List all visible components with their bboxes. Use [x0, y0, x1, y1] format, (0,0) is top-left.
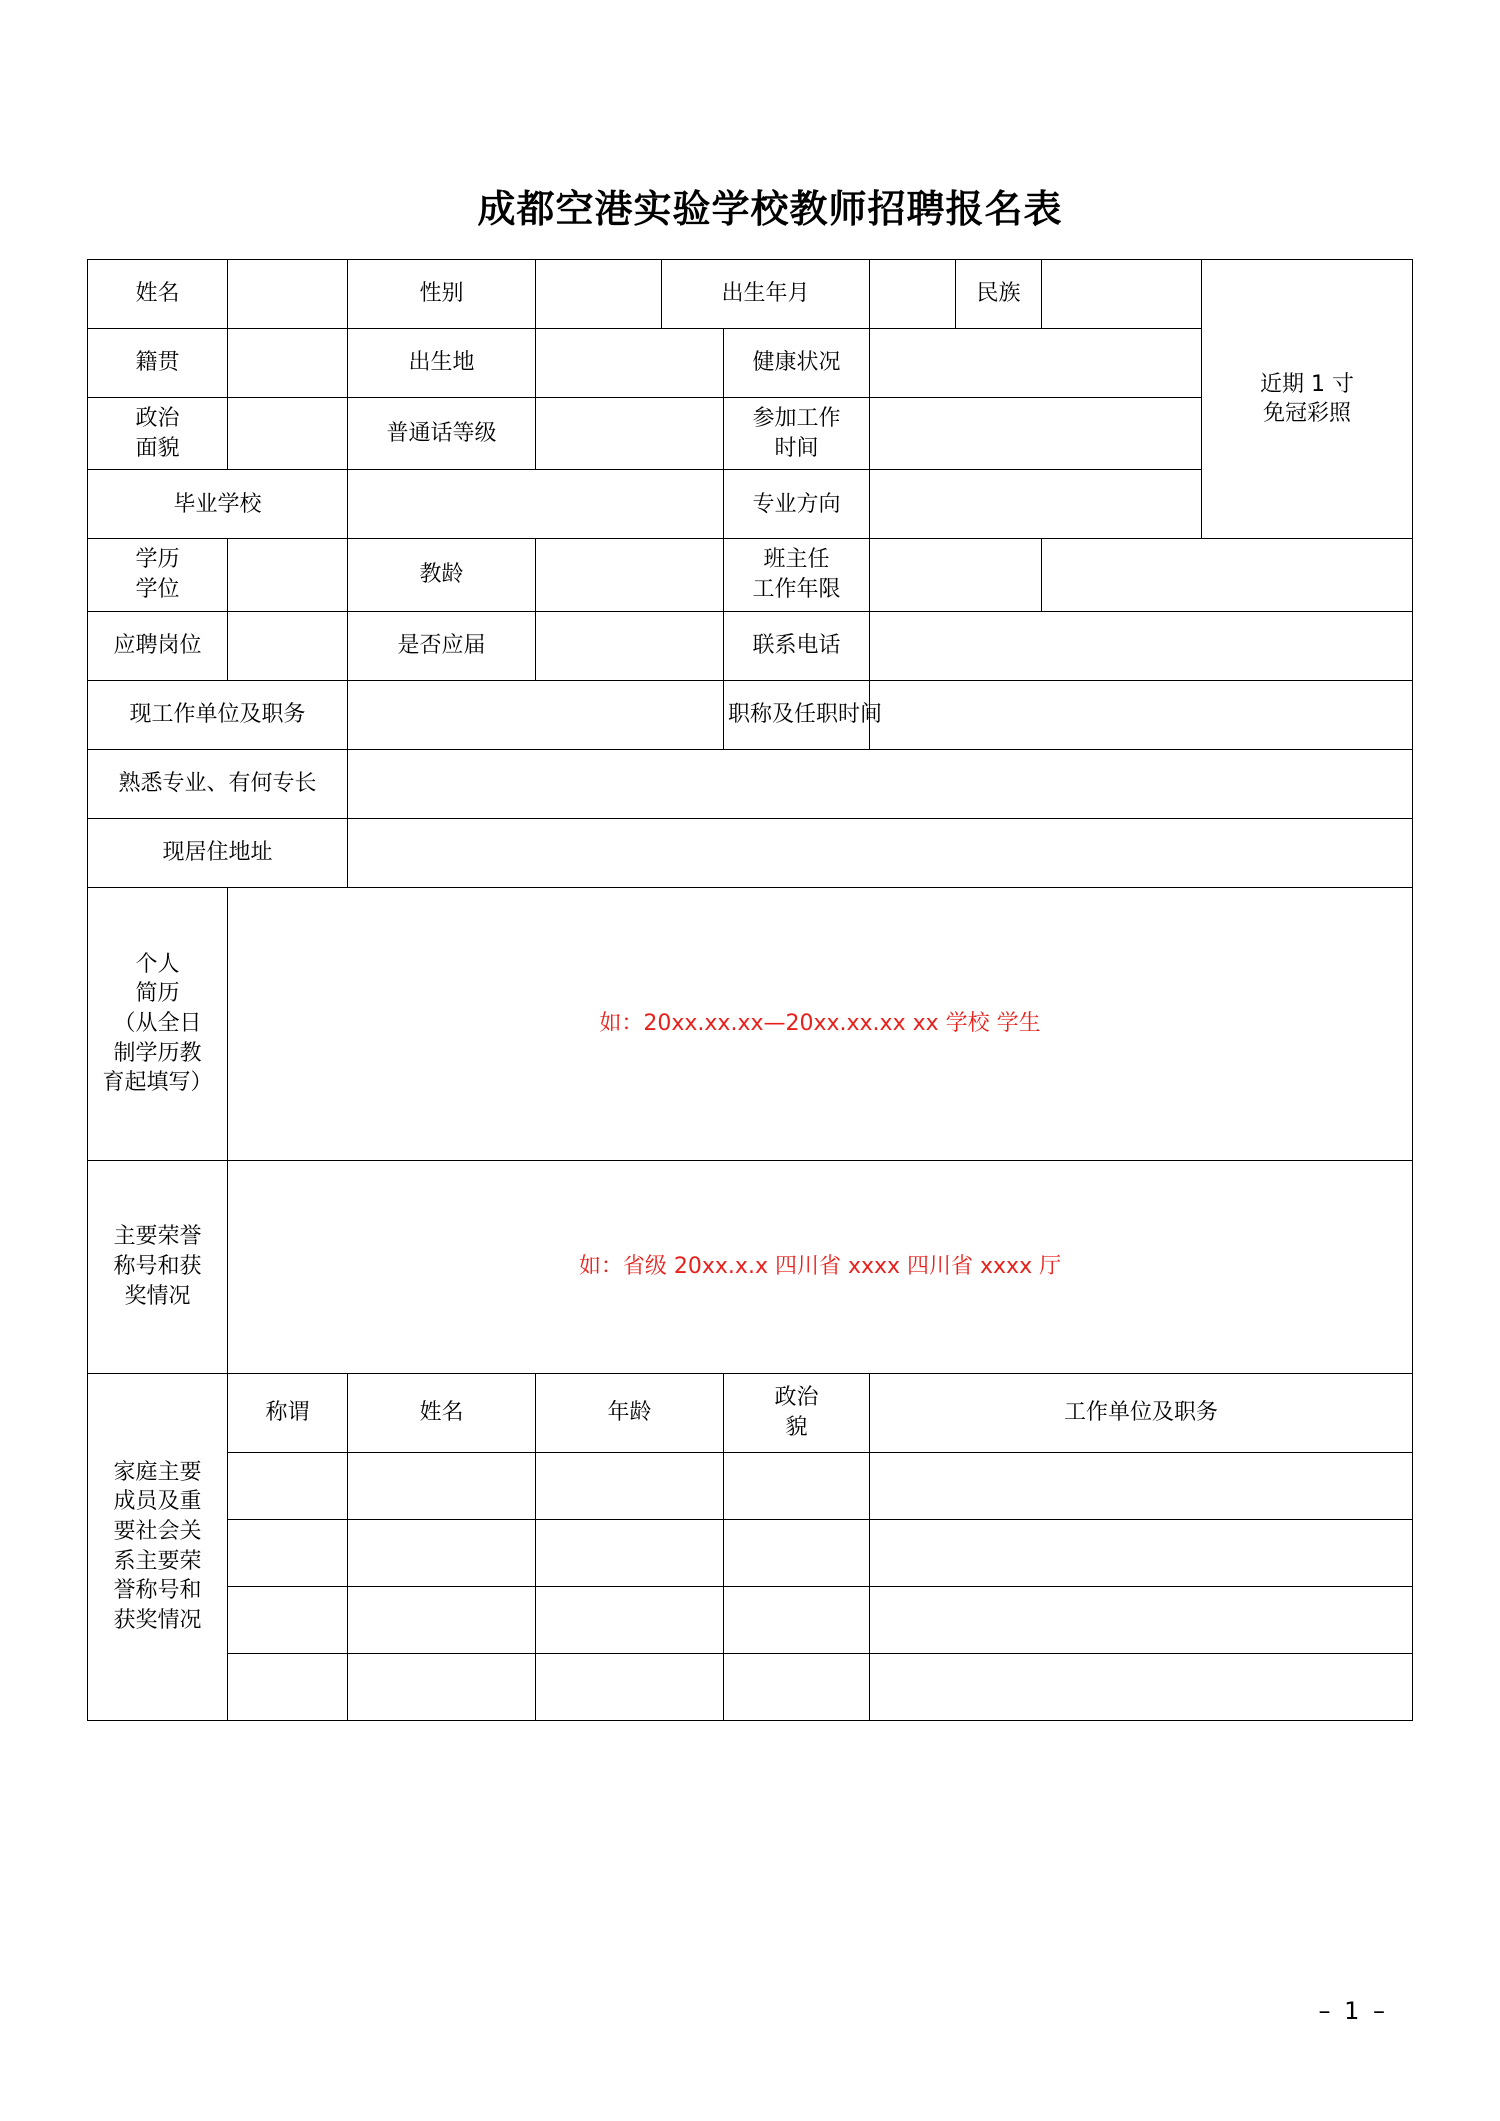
field-label-family [87, 1373, 227, 1720]
family-cell-name[interactable] [347, 1653, 535, 1720]
photo-line-2: 免冠彩照 [1263, 401, 1352, 427]
family-cell-age[interactable] [536, 1653, 724, 1720]
honors-label-line-1: 主要荣誉 [113, 1224, 202, 1250]
field-label-native-place: 籍贯 [87, 329, 227, 398]
table-row [87, 818, 1412, 887]
field-value-title-and-date[interactable] [870, 680, 1413, 749]
table-row [87, 749, 1412, 818]
headteacher-line-1: 班主任 [763, 547, 830, 573]
work-start-line-1: 参加工作 [752, 406, 841, 431]
family-label-line-4: 系主要荣 [113, 1548, 202, 1574]
headteacher-line-2: 工作年限 [752, 577, 841, 603]
field-label-contact-phone: 联系电话 [724, 611, 870, 680]
family-cell-age[interactable] [536, 1452, 724, 1519]
honors-label-line-2: 称号和获 [113, 1253, 202, 1279]
field-label-mandarin-level: 普通话等级 [347, 398, 535, 470]
family-cell-age[interactable] [536, 1586, 724, 1653]
family-cell-relation[interactable] [227, 1653, 347, 1720]
field-label-birth-place: 出生地 [347, 329, 535, 398]
photo-placeholder[interactable] [1202, 260, 1413, 539]
field-value-contact-phone[interactable] [870, 611, 1413, 680]
field-label-graduate-school: 毕业学校 [87, 470, 347, 539]
field-label-current-address: 现居住地址 [87, 818, 347, 887]
table-row [87, 680, 1412, 749]
field-value-headteacher-years[interactable] [870, 539, 1042, 611]
family-cell-work-unit[interactable] [870, 1519, 1413, 1586]
field-label-resume [87, 887, 227, 1160]
field-value-is-fresh-graduate[interactable] [536, 611, 724, 680]
table-row-family-1 [87, 1452, 1412, 1519]
family-cell-political[interactable] [724, 1452, 870, 1519]
resume-label-line-3: （从全日 [113, 1010, 202, 1036]
field-value-name[interactable] [227, 260, 347, 329]
family-cell-political[interactable] [724, 1519, 870, 1586]
field-value-education[interactable] [227, 539, 347, 611]
table-row-family-2 [87, 1519, 1412, 1586]
family-political-line-2: 貌 [785, 1414, 808, 1440]
table-row-resume [87, 887, 1412, 1160]
family-label-line-1: 家庭主要 [113, 1459, 202, 1485]
field-label-name: 姓名 [87, 260, 227, 329]
field-label-political-status [87, 398, 227, 470]
field-label-major-direction: 专业方向 [724, 470, 870, 539]
field-label-honors [87, 1160, 227, 1373]
resume-label-line-1: 个人 [135, 951, 180, 977]
field-value-resume[interactable]: 如：20xx.xx.xx—20xx.xx.xx xx 学校 学生 [227, 887, 1412, 1160]
page-title: 成都空港实验学校教师招聘报名表 [477, 187, 1063, 231]
family-label-line-2: 成员及重 [113, 1489, 202, 1515]
family-column-header-work-unit: 工作单位及职务 [870, 1373, 1413, 1452]
family-label-line-5: 誉称号和 [113, 1578, 202, 1604]
field-label-ethnicity: 民族 [956, 260, 1042, 329]
table-row [87, 611, 1412, 680]
family-cell-work-unit[interactable] [870, 1653, 1413, 1720]
field-value-gender[interactable] [536, 260, 662, 329]
field-value-current-address[interactable] [347, 818, 1412, 887]
field-label-gender: 性别 [347, 260, 535, 329]
field-value-political-status[interactable] [227, 398, 347, 470]
field-label-work-start [724, 398, 870, 470]
family-column-header-age: 年龄 [536, 1373, 724, 1452]
field-label-teaching-years: 教龄 [347, 539, 535, 611]
field-label-health: 健康状况 [724, 329, 870, 398]
resume-label-line-5: 育起填写） [102, 1070, 213, 1096]
field-label-education [87, 539, 227, 611]
field-value-teaching-years[interactable] [536, 539, 724, 611]
field-value-health[interactable] [870, 329, 1202, 398]
family-column-header-relation: 称谓 [227, 1373, 347, 1452]
field-label-headteacher-years [724, 539, 870, 611]
table-row-family-3 [87, 1586, 1412, 1653]
political-status-line-1: 政治 [135, 406, 180, 431]
field-value-birth-place[interactable] [536, 329, 724, 398]
family-cell-political[interactable] [724, 1586, 870, 1653]
family-column-header-name: 姓名 [347, 1373, 535, 1452]
education-line-1: 学历 [135, 547, 180, 573]
field-label-current-work-unit: 现工作单位及职务 [87, 680, 347, 749]
family-cell-age[interactable] [536, 1519, 724, 1586]
table-row [87, 260, 1412, 329]
family-cell-relation[interactable] [227, 1586, 347, 1653]
family-label-line-3: 要社会关 [113, 1519, 202, 1545]
family-cell-relation[interactable] [227, 1452, 347, 1519]
family-cell-name[interactable] [347, 1519, 535, 1586]
table-row [87, 539, 1412, 611]
field-value-headteacher-extra[interactable] [1042, 539, 1413, 611]
family-cell-relation[interactable] [227, 1519, 347, 1586]
field-value-specialty[interactable] [347, 749, 1412, 818]
page-number: – 1 – [1318, 1997, 1388, 2025]
political-status-line-2: 面貌 [135, 435, 180, 461]
field-value-mandarin-level[interactable] [536, 398, 724, 470]
field-label-is-fresh-graduate: 是否应届 [347, 611, 535, 680]
application-form-table [87, 259, 1413, 1721]
family-cell-name[interactable] [347, 1452, 535, 1519]
field-value-applied-post[interactable] [227, 611, 347, 680]
resume-label-line-4: 制学历教 [113, 1040, 202, 1066]
field-value-ethnicity[interactable] [1042, 260, 1202, 329]
field-value-native-place[interactable] [227, 329, 347, 398]
education-line-2: 学位 [135, 577, 180, 603]
field-value-graduate-school[interactable] [347, 470, 723, 539]
field-value-honors[interactable]: 如：省级 20xx.x.x 四川省 xxxx 四川省 xxxx 厅 [227, 1160, 1412, 1373]
resume-label-line-2: 简历 [135, 981, 180, 1007]
field-value-birth-date[interactable] [870, 260, 956, 329]
field-value-work-start[interactable] [870, 398, 1202, 470]
field-label-specialty: 熟悉专业、有何专长 [87, 749, 347, 818]
family-cell-political[interactable] [724, 1653, 870, 1720]
table-row-honors [87, 1160, 1412, 1373]
family-political-line-1: 政治 [774, 1385, 819, 1411]
field-label-birth-date: 出生年月 [662, 260, 870, 329]
field-label-title-and-date: 职称及任职时间 [724, 680, 870, 749]
family-cell-work-unit[interactable] [870, 1586, 1413, 1653]
family-cell-work-unit[interactable] [870, 1452, 1413, 1519]
honors-label-line-3: 奖情况 [124, 1283, 191, 1309]
work-start-line-2: 时间 [774, 435, 819, 461]
table-row-family-4 [87, 1653, 1412, 1720]
family-label-line-6: 获奖情况 [113, 1608, 202, 1634]
field-value-major-direction[interactable] [870, 470, 1202, 539]
family-column-header-political [724, 1373, 870, 1452]
table-row-family-header [87, 1373, 1412, 1452]
field-label-applied-post: 应聘岗位 [87, 611, 227, 680]
photo-line-1: 近期 1 寸 [1260, 371, 1354, 397]
field-value-current-work-unit[interactable] [347, 680, 723, 749]
family-cell-name[interactable] [347, 1586, 535, 1653]
